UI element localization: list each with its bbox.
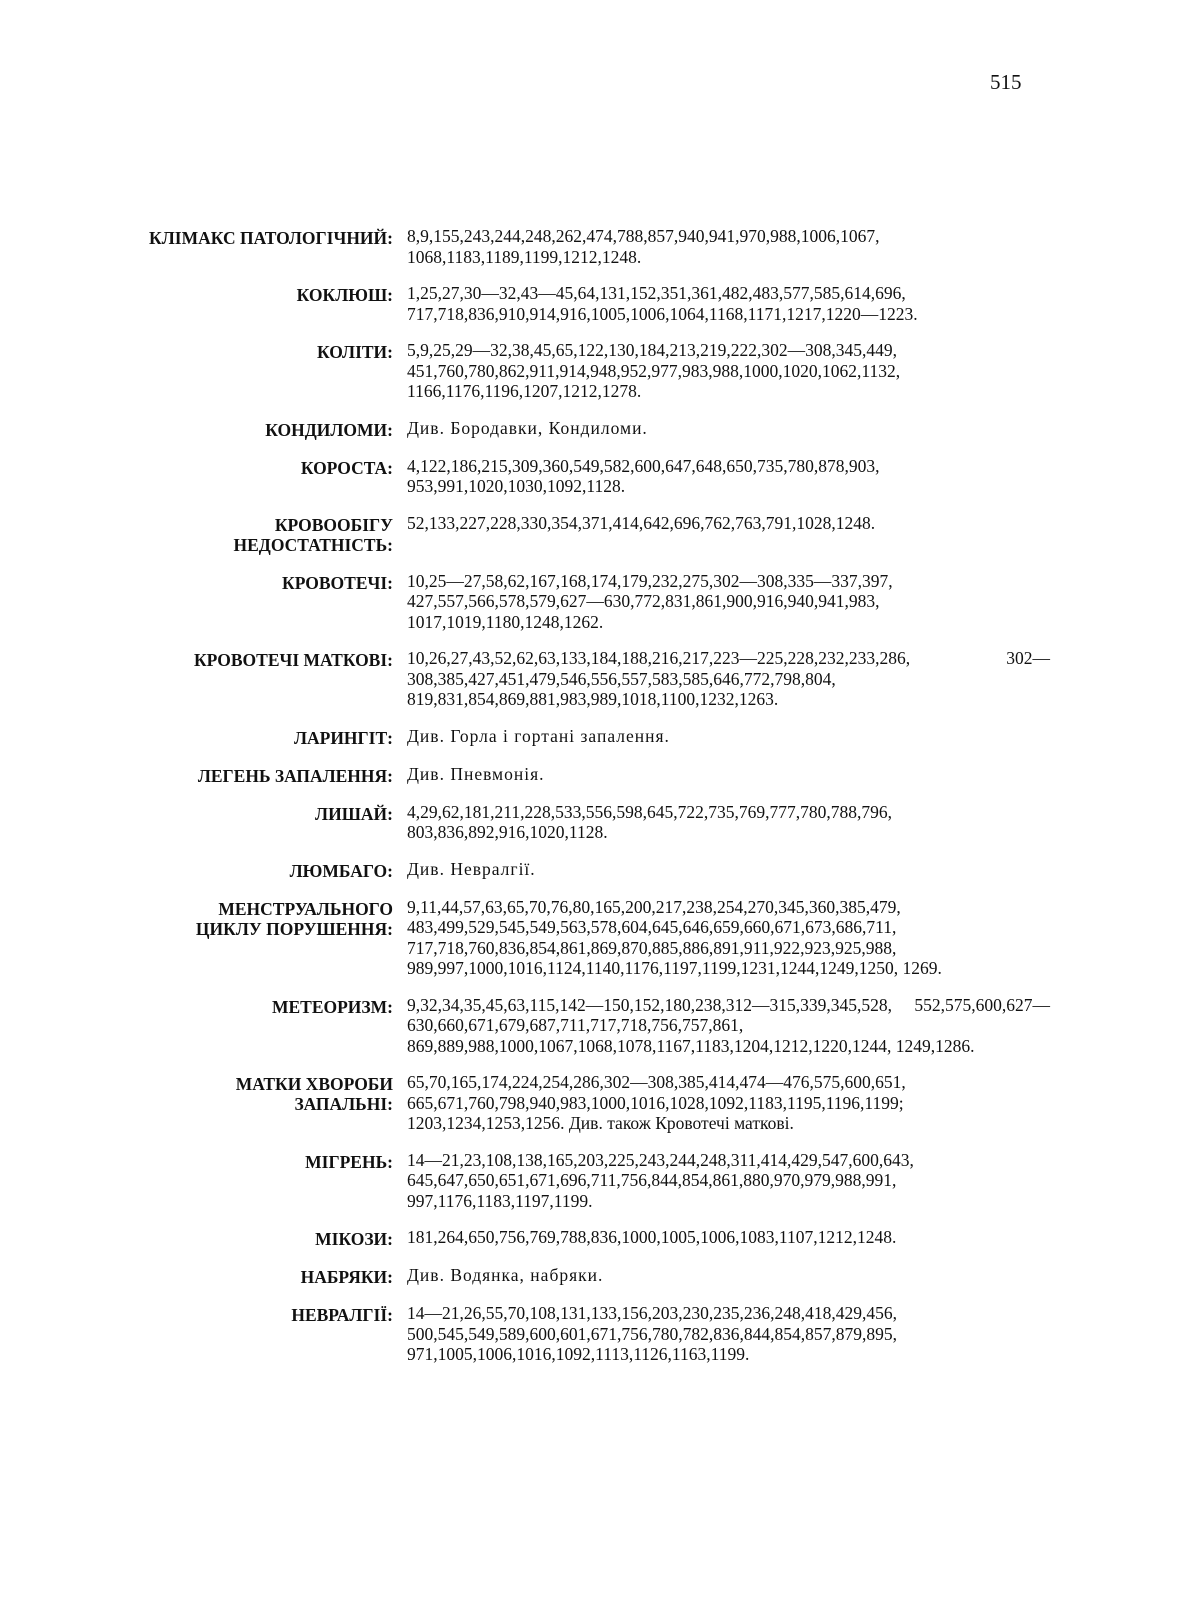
index-entry bbox=[40, 995, 1050, 1057]
index-entry bbox=[40, 1265, 1050, 1287]
index-term-line: МІКОЗИ: bbox=[315, 1229, 393, 1249]
index-term bbox=[40, 648, 407, 670]
index-entry bbox=[40, 340, 1050, 402]
index-entry bbox=[40, 1227, 1050, 1249]
index-references: 9,32,34,35,45,63,115,142—150,152,180,238,312—315,339,345,528, 552,575,600,627—630,660,671,679,687,711,717,718,756,757,861, 869,889,988,1000,1067,1068,1078,1167,1183,1204,1212,1220,1244, 1249,1286. bbox=[407, 994, 1050, 1056]
index-references: 52,133,227,228,330,354,371,414,642,696,762,763,791,1028,1248. bbox=[407, 512, 876, 533]
index-entry bbox=[40, 418, 1050, 440]
index-term-line: МЕНСТРУАЛЬНОГО bbox=[218, 898, 393, 919]
index-term bbox=[40, 1303, 407, 1325]
index-references: Див. Горла і гортані запалення. bbox=[407, 725, 670, 746]
index-term-line: КРОВОТЕЧІ: bbox=[282, 572, 393, 593]
index-references: 14—21,26,55,70,108,131,133,156,203,230,235,236,248,418,429,456, 500,545,549,589,600,601,671,756,780,782,836,844,854,857,879,895, 971,1005,1006,1016,1092,1113,1126,1163,1199. bbox=[407, 1303, 897, 1364]
index-entry bbox=[40, 859, 1050, 881]
index-entry bbox=[40, 283, 1050, 324]
index-term bbox=[40, 456, 407, 478]
index-term-line: МІГРЕНЬ: bbox=[305, 1151, 393, 1172]
index-references: Див. Невралгії. bbox=[407, 858, 536, 879]
index-term bbox=[40, 764, 407, 786]
index-term bbox=[40, 897, 407, 939]
index-entry bbox=[40, 802, 1050, 843]
page-number: 515 bbox=[990, 70, 1022, 94]
index-entry bbox=[40, 1150, 1050, 1212]
index-list bbox=[40, 226, 1050, 1381]
index-references: Див. Бородавки, Кондиломи. bbox=[407, 417, 648, 438]
index-references: 14—21,23,108,138,165,203,225,243,244,248,311,414,429,547,600,643, 645,647,650,651,671,696,711,756,844,854,861,880,970,979,988,991, 997,1176,1183,1197,1199. bbox=[407, 1149, 914, 1211]
index-entry bbox=[40, 571, 1050, 633]
index-term bbox=[40, 802, 407, 824]
index-references: 4,29,62,181,211,228,533,556,598,645,722,735,769,777,780,788,796, 803,836,892,916,1020,1128. bbox=[407, 801, 892, 842]
index-entry bbox=[40, 226, 1050, 267]
index-term bbox=[40, 418, 407, 440]
index-entry bbox=[40, 1072, 1050, 1134]
index-references: 5,9,25,29—32,38,45,65,122,130,184,213,219,222,302—308,345,449, 451,760,780,862,911,914,948,952,977,983,988,1000,1020,1062,1132, 1166,1176,1196,1207,1212,1278. bbox=[407, 340, 901, 401]
index-term-line: ЛЮМБАГО: bbox=[289, 860, 393, 881]
index-references: Див. Пневмонія. bbox=[407, 763, 545, 784]
index-term-line: ЛЕГЕНЬ ЗАПАЛЕННЯ: bbox=[197, 765, 393, 786]
index-term bbox=[40, 226, 407, 248]
index-term-line: ЗАПАЛЬНІ: bbox=[294, 1094, 393, 1114]
index-term-line: КОЛІТИ: bbox=[317, 342, 393, 362]
index-term bbox=[40, 571, 407, 593]
index-term-line: МЕТЕОРИЗМ: bbox=[271, 996, 393, 1017]
index-entry bbox=[40, 456, 1050, 497]
index-term bbox=[40, 283, 407, 305]
index-term-line: КОРОСТА: bbox=[300, 457, 393, 478]
index-references: 1,25,27,30—32,43—45,64,131,152,351,361,482,483,577,585,614,696, 717,718,836,910,914,916,1005,1006,1064,1168,1171,1217,1220—1223. bbox=[407, 283, 918, 324]
index-term-line: НЕВРАЛГІЇ: bbox=[291, 1305, 393, 1325]
index-term-line: НЕДОСТАТНІСТЬ: bbox=[233, 534, 393, 555]
index-term-line: ЛАРИНГІТ: bbox=[293, 727, 393, 748]
index-term-line: КРОВООБІГУ bbox=[274, 514, 393, 535]
index-references: 4,122,186,215,309,360,549,582,600,647,648,650,735,780,878,903, 953,991,1020,1030,1092,1128. bbox=[407, 455, 880, 496]
index-term-line: КРОВОТЕЧІ МАТКОВІ: bbox=[193, 650, 393, 670]
index-references: 8,9,155,243,244,248,262,474,788,857,940,941,970,988,1006,1067, 1068,1183,1189,1199,1212,1248. bbox=[407, 226, 880, 267]
index-term bbox=[40, 1227, 407, 1249]
index-term bbox=[40, 340, 407, 362]
index-term bbox=[40, 995, 407, 1017]
index-references: 9,11,44,57,63,65,70,76,80,165,200,217,238,254,270,345,360,385,479, 483,499,529,545,549,563,578,604,645,646,659,660,671,673,686,711, 717,718,760,836,854,861,869,870,885,886,891,911,922,923,925,988, 989,997,1000,1016,1124,1140,1176,1197,1199,1231,1244,1249,1250, 1269. bbox=[407, 896, 942, 978]
index-term bbox=[40, 726, 407, 748]
index-entry bbox=[40, 726, 1050, 748]
index-term bbox=[40, 1265, 407, 1287]
index-entry bbox=[40, 648, 1050, 710]
index-references: Див. Водянка, набряки. bbox=[407, 1265, 604, 1285]
index-references: 10,26,27,43,52,62,63,133,184,188,216,217,223—225,228,232,233,286, 302—308,385,427,451,479,546,556,557,583,585,646,772,798,804, 819,831,854,869,881,983,989,1018,1100,1232,1263. bbox=[407, 648, 1050, 709]
index-entry bbox=[40, 1303, 1050, 1365]
index-term bbox=[40, 513, 407, 555]
index-term bbox=[40, 859, 407, 881]
index-entry bbox=[40, 513, 1050, 555]
index-references: 65,70,165,174,224,254,286,302—308,385,414,474—476,575,600,651, 665,671,760,798,940,983,1000,1016,1028,1092,1183,1195,1196,1199; 1203,1234,1253,1256. Див. також Кровотечі маткові. bbox=[407, 1072, 906, 1133]
index-term-line: КЛІМАКС ПАТОЛОГІЧНИЙ: bbox=[149, 228, 393, 248]
index-term bbox=[40, 1072, 407, 1114]
index-term-line: МАТКИ ХВОРОБИ bbox=[235, 1074, 393, 1094]
index-term-line: НАБРЯКИ: bbox=[300, 1267, 393, 1287]
index-references: 181,264,650,756,769,788,836,1000,1005,1006,1083,1107,1212,1248. bbox=[407, 1227, 897, 1247]
index-term-line: КОНДИЛОМИ: bbox=[265, 419, 393, 440]
index-term-line: КОКЛЮШ: bbox=[296, 285, 393, 305]
index-entry bbox=[40, 897, 1050, 979]
index-entry bbox=[40, 764, 1050, 786]
index-references: 10,25—27,58,62,167,168,174,179,232,275,302—308,335—337,397, 427,557,566,578,579,627—630,772,831,861,900,916,940,941,983, 1017,1019,1180,1248,1262. bbox=[407, 570, 893, 632]
index-term-line: ЦИКЛУ ПОРУШЕННЯ: bbox=[195, 918, 393, 939]
index-term-line: ЛИШАЙ: bbox=[315, 803, 393, 824]
index-term bbox=[40, 1150, 407, 1172]
